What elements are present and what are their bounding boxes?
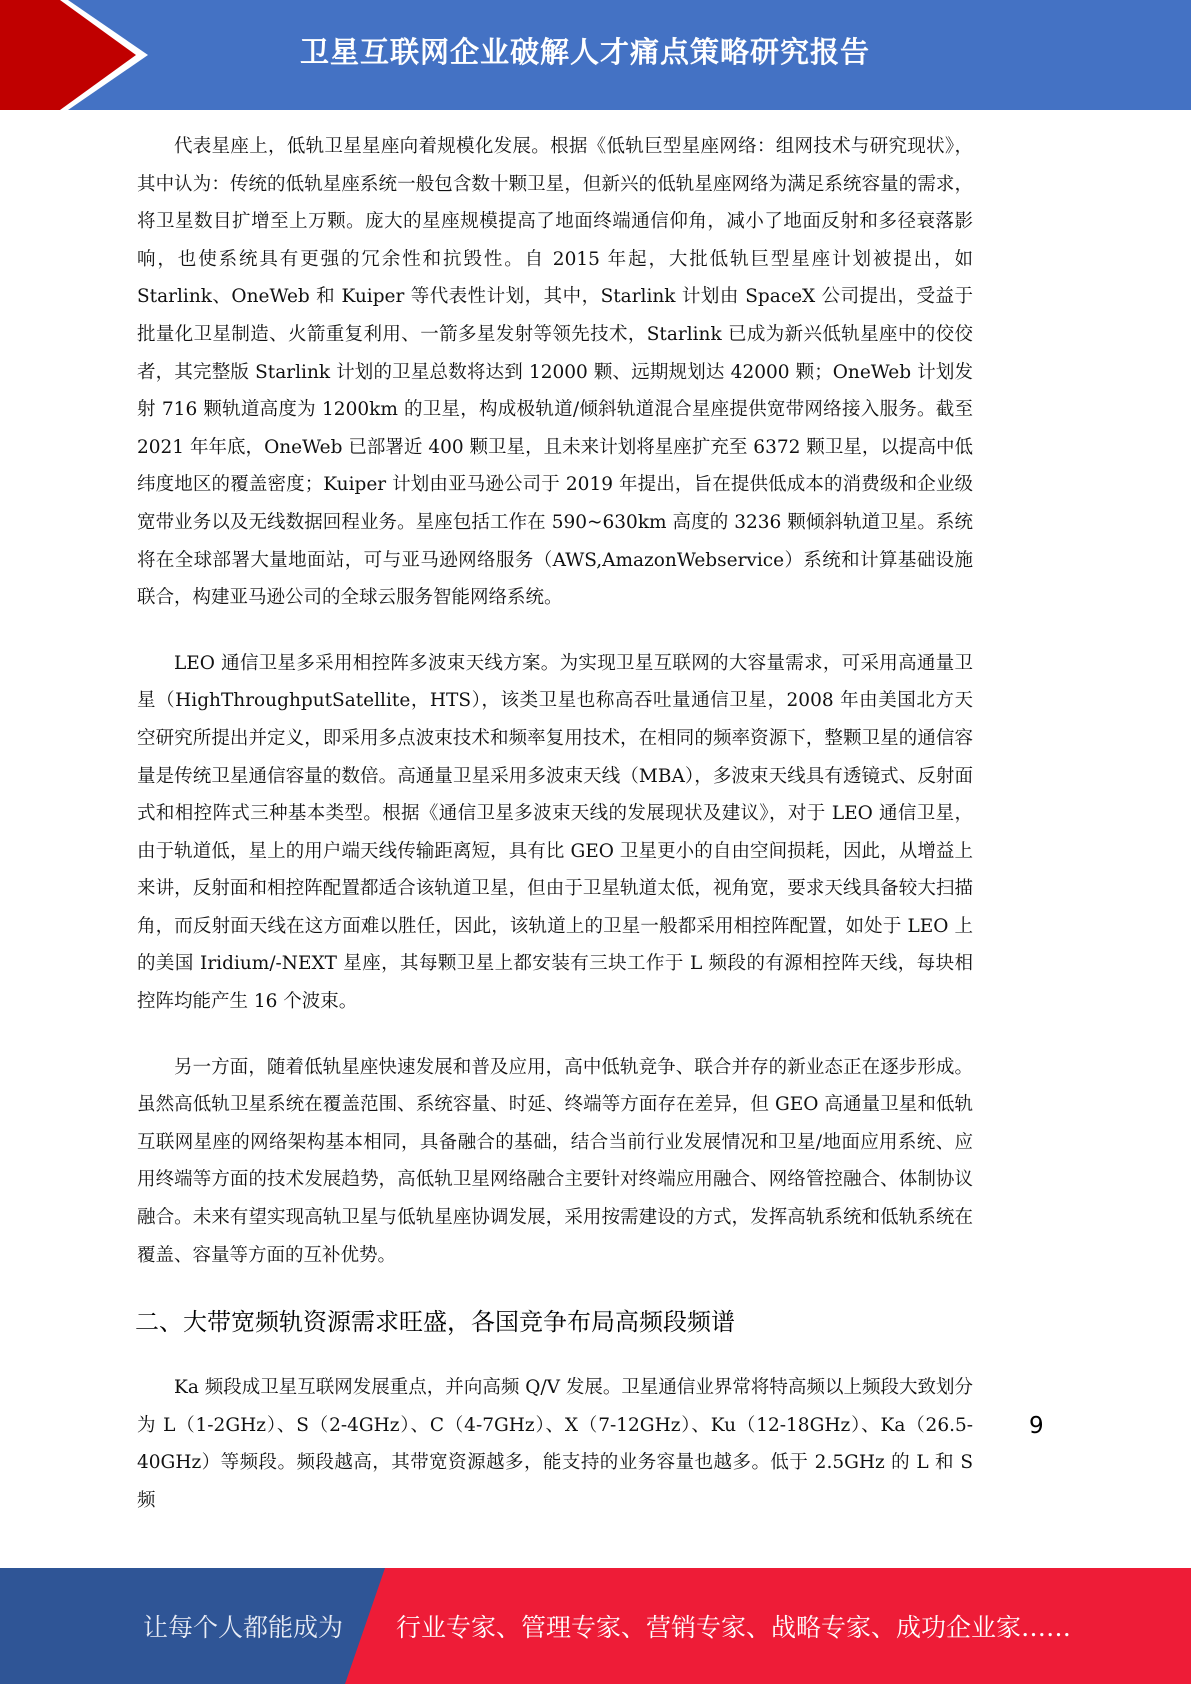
- paragraph: 另一方面，随着低轨星座快速发展和普及应用，高中低轨竞争、联合并存的新业态正在逐步形成。虽然高低轨卫星系统在覆盖范围、系统容量、时延、终端等方面存在差异，但 GEO 高通量卫星和低轨互联网星座的网络架构基本相同，具备融合的基础，结合当前行业发展情况和卫星/地面应用系统、应用终端等方面的技术发展趋势，高低轨卫星网络融合主要针对终端应用融合、网络管控融合、体制协议融合。未来有望实现高轨卫星与低轨星座协调发展，采用按需建设的方式，发挥高轨系统和低轨系统在覆盖、容量等方面的互补优势。: [137, 1056, 973, 1266]
- report-title: 卫星互联网企业破解人才痛点策略研究报告: [300, 35, 871, 69]
- paragraph: Ka 频段成卫星互联网发展重点，并向高频 Q/V 发展。卫星通信业界常将特高频以上频段大致划分为 L（1-2GHz）、S（2-4GHz）、C（4-7GHz）、X（7-12GHz）、Ku（12-18GHz）、Ka（26.5-40GHz）等频段。频段越高，其带宽资源越多，能支持的业务容量也越多。低于 2.5GHz 的 L 和 S 频: [137, 1377, 973, 1511]
- paragraph: 代表星座上，低轨卫星星座向着规模化发展。根据《低轨巨型星座网络：组网技术与研究现状》，其中认为：传统的低轨星座系统一般包含数十颗卫星，但新兴的低轨星座网络为满足系统容量的需求，将卫星数目扩增至上万颗。庞大的星座规模提高了地面终端通信仰角，减小了地面反射和多径衰落影响，也使系统具有更强的冗余性和抗毁性。自 2015 年起，大批低轨巨型星座计划被提出，如 Starlink、OneWeb 和 Kuiper 等代表性计划，其中，Starlink 计划由 SpaceX 公司提出，受益于批量化卫星制造、火箭重复利用、一箭多星发射等领先技术，Starlink 已成为新兴低轨星座中的佼佼者，其完整版 Starlink 计划的卫星总数将达到 12000 颗、远期规划达 42000 颗；OneWeb 计划发射 716 颗轨道高度为 1200km 的卫星，构成极轨道/倾斜轨道混合星座提供宽带网络接入服务。截至 2021 年年底，OneWeb 已部署近 400 颗卫星，且未来计划将星座扩充至 6372 颗卫星，以提高中低纬度地区的覆盖密度；Kuiper 计划由亚马逊公司于 2019 年提出，旨在提供低成本的消费级和企业级宽带业务以及无线数据回程业务。星座包括工作在 590~630km 高度的 3236 颗倾斜轨道卫星。系统将在全球部署大量地面站，可与亚马逊网络服务（AWS,AmazonWebservice）系统和计算基础设施联合，构建亚马逊公司的全球云服务智能网络系统。: [137, 136, 973, 609]
- red-arrow-decoration: [0, 0, 200, 110]
- page-number: 9: [1029, 1413, 1044, 1439]
- section-heading: 二、大带宽频轨资源需求旺盛，各国竞争布局高频段频谱: [135, 1308, 735, 1337]
- paragraph: LEO 通信卫星多采用相控阵多波束天线方案。为实现卫星互联网的大容量需求，可采用高通量卫星（HighThroughputSatellite，HTS），该类卫星也称高吞吐量通信卫星，2008 年由美国北方天空研究所提出并定义，即采用多点波束技术和频率复用技术，在相同的频率资源下，整颗卫星的通信容量是传统卫星通信容量的数倍。高通量卫星采用多波束天线（MBA），多波束天线具有透镜式、反射面式和相控阵式三种基本类型。根据《通信卫星多波束天线的发展现状及建议》，对于 LEO 通信卫星，由于轨道低，星上的用户端天线传输距离短，具有比 GEO 卫星更小的自由空间损耗，因此，从增益上来讲，反射面和相控阵配置都适合该轨道卫星，但由于卫星轨道太低，视角宽，要求天线具备较大扫描角，而反射面天线在这方面难以胜任，因此，该轨道上的卫星一般都采用相控阵配置，如处于 LEO 上的美国 Iridium/-NEXT 星座，其每颗卫星上都安装有三块工作于 L 频段的有源相控阵天线，每块相控阵均能产生 16 个波束。: [137, 652, 973, 1013]
- page-header: [0, 0, 1191, 110]
- page-footer: [0, 1568, 1191, 1684]
- document-body: [137, 128, 973, 1548]
- slogan-left: 让每个人都能成为: [143, 1613, 344, 1642]
- slogan-right: 行业专家、管理专家、营销专家、战略专家、成功企业家……: [396, 1613, 1072, 1642]
